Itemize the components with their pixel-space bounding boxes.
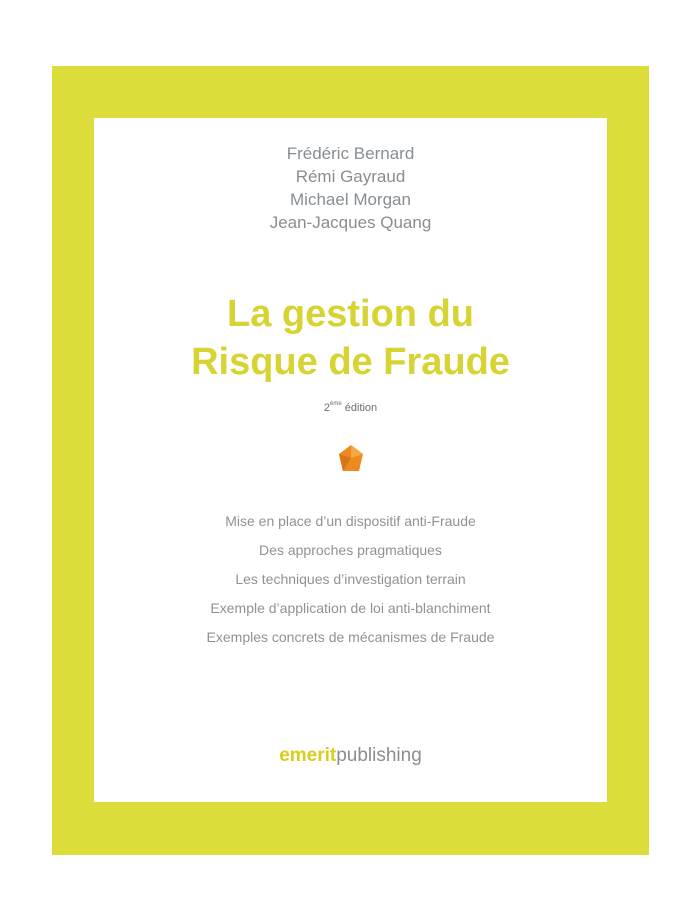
topic-item: Mise en place d’un dispositif anti-Fraude [225, 513, 476, 529]
edition-word: édition [344, 402, 378, 414]
author-list [94, 142, 607, 234]
topic-list [94, 507, 607, 652]
book-title-line-1: La gestion du [227, 293, 474, 335]
edition-label [94, 402, 607, 414]
publisher-logo [94, 744, 607, 768]
publisher-name-publishing: publishing [336, 745, 422, 766]
topic-item: Exemple d’application de loi anti-blanchiment [210, 600, 491, 616]
edition-suffix: ème [329, 401, 342, 407]
author-name: Rémi Gayraud [295, 167, 406, 186]
author-name: Michael Morgan [290, 190, 411, 209]
topic-item: Des approches pragmatiques [259, 542, 442, 558]
edition-number: 2 [323, 402, 330, 414]
cover-inner-panel [94, 118, 607, 802]
topic-item: Exemples concrets de mécanismes de Fraude [206, 629, 495, 645]
book-title-line-2: Risque de Fraude [191, 341, 510, 383]
author-name: Frédéric Bernard [286, 144, 415, 163]
book-title [94, 290, 607, 386]
author-name: Jean-Jacques Quang [269, 213, 432, 232]
topic-item: Les techniques d’investigation terrain [235, 571, 466, 587]
publisher-name-emerit: emerit [279, 745, 337, 766]
orange-pentagon-icon [338, 444, 364, 472]
